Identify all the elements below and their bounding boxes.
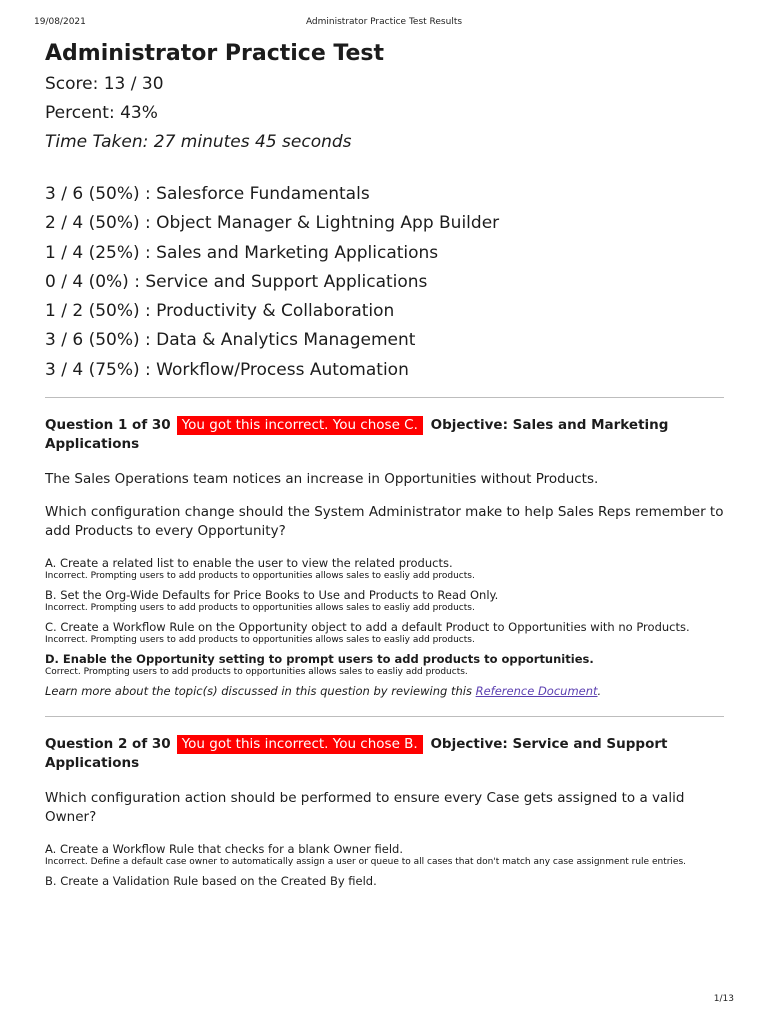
- choice-feedback: Incorrect. Prompting users to add products to opportunities allows sales to easliy add products.: [45, 635, 475, 646]
- question-objective: Objective: Sales and Marketing Applications: [45, 417, 669, 453]
- question-block: [45, 398, 725, 699]
- question-text: The Sales Operations team notices an increase in Opportunities without Products.: [45, 471, 599, 488]
- reference-document-link[interactable]: Reference Document: [475, 684, 598, 699]
- objective-line: 3 / 4 (75%) : Workflow/Process Automation: [45, 359, 409, 380]
- answer-choice: [45, 874, 725, 888]
- question-number: Question 2 of 30: [45, 736, 171, 753]
- answer-choice: [45, 842, 725, 868]
- choice-text: A. Create a Workflow Rule that checks for a blank Owner field.: [45, 842, 404, 857]
- choice-text: B. Create a Validation Rule based on the Created By field.: [45, 874, 377, 889]
- learn-more-text: [45, 684, 725, 699]
- percent-text: Percent: 43%: [45, 103, 158, 123]
- print-date: 19/08/2021: [34, 17, 86, 27]
- incorrect-badge: You got this incorrect. You chose C.: [177, 416, 423, 435]
- choice-text: D. Enable the Opportunity setting to prompt users to add products to opportunities.: [45, 652, 594, 667]
- page-number: 1/13: [713, 994, 734, 1004]
- question-block: [45, 717, 725, 888]
- answer-choice: [45, 620, 725, 646]
- choice-text: C. Create a Workflow Rule on the Opportunity object to add a default Product to Opportunities with no Products.: [45, 620, 690, 635]
- objective-line: 0 / 4 (0%) : Service and Support Applications: [45, 271, 428, 292]
- choice-text: A. Create a related list to enable the user to view the related products.: [45, 556, 453, 571]
- objective-line: 1 / 4 (25%) : Sales and Marketing Applications: [45, 242, 439, 263]
- answer-choice: [45, 556, 725, 582]
- choice-text: B. Set the Org-Wide Defaults for Price Books to Use and Products to Read Only.: [45, 588, 499, 603]
- question-text: Which configuration change should the System Administrator make to help Sales Reps remember to add Products to every Opportunity?: [45, 504, 724, 540]
- score-text: Score: 13 / 30: [45, 74, 164, 94]
- objective-breakdown: [45, 180, 725, 385]
- objective-line: 3 / 6 (50%) : Salesforce Fundamentals: [45, 184, 370, 204]
- incorrect-badge: You got this incorrect. You chose B.: [177, 735, 423, 754]
- choice-feedback: Correct. Prompting users to add products to opportunities allows sales to easliy add products.: [45, 667, 468, 678]
- question-text: Which configuration action should be performed to ensure every Case gets assigned to a valid Owner?: [45, 790, 685, 826]
- choice-feedback: Incorrect. Prompting users to add products to opportunities allows sales to easliy add products.: [45, 603, 475, 614]
- question-header: [45, 735, 725, 773]
- learn-more-suffix: .: [597, 684, 602, 699]
- question-number: Question 1 of 30: [45, 417, 171, 434]
- print-title: Administrator Practice Test Results: [305, 17, 463, 27]
- answer-choice: [45, 588, 725, 614]
- learn-more-prefix: Learn more about the topic(s) discussed in this question by reviewing this: [45, 684, 476, 699]
- question-objective: Objective: Service and Support Applications: [45, 736, 668, 772]
- answer-choices: [45, 556, 725, 678]
- results-content: [45, 38, 725, 894]
- time-taken-text: Time Taken: 27 minutes 45 seconds: [45, 132, 352, 152]
- question-header: [45, 416, 725, 454]
- answer-choice-correct: [45, 652, 725, 678]
- objective-line: 3 / 6 (50%) : Data & Analytics Management: [45, 330, 416, 351]
- answer-choices: [45, 842, 725, 888]
- objective-line: 1 / 2 (50%) : Productivity & Collaboration: [45, 301, 395, 322]
- objective-line: 2 / 4 (50%) : Object Manager & Lightning App Builder: [45, 213, 500, 234]
- choice-feedback: Incorrect. Prompting users to add products to opportunities allows sales to easliy add products.: [45, 571, 475, 582]
- page-title: Administrator Practice Test: [45, 41, 385, 66]
- choice-feedback: Incorrect. Define a default case owner to automatically assign a user or queue to all cases that don't match any case assignment rule entries.: [45, 857, 687, 868]
